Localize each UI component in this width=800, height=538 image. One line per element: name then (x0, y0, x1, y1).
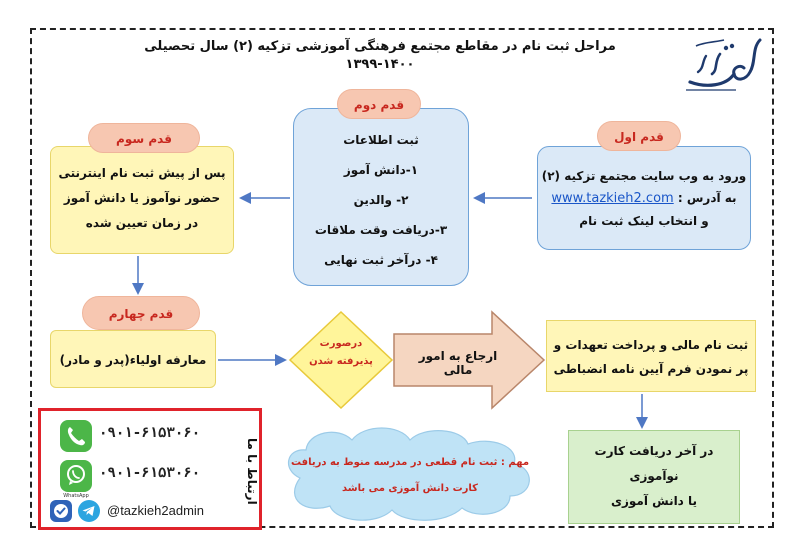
finance-box (546, 320, 756, 392)
step3-label: قدم سوم (88, 123, 200, 153)
telegram-handle[interactable]: @tazkieh2admin (107, 503, 205, 518)
decision-line1: درصورت (319, 338, 363, 349)
referral-text: ارجاع به امور مالی (418, 349, 498, 377)
important-note (278, 434, 542, 522)
step3-line: پس از پیش ثبت نام اینترنتی (58, 166, 226, 180)
step2-item: ۱-دانش آموز (343, 163, 419, 177)
step1-line2 (538, 187, 750, 210)
step1-address-label: به آدرس : (677, 191, 737, 205)
decision-text (306, 335, 376, 371)
card-line: نوآموزی (629, 469, 679, 483)
step1-label: قدم اول (597, 121, 681, 151)
card-line: یا دانش آموزی (610, 494, 698, 508)
finance-line1: ثبت نام مالی و پرداخت تعهدات و (553, 338, 749, 352)
phone-icon[interactable] (59, 419, 93, 453)
note-line2: کارت دانش آموزی می باشد (342, 483, 478, 494)
check-shield-icon[interactable] (49, 499, 73, 523)
note-line1: مهم : ثبت نام قطعی در مدرسه منوط به دریافت (290, 457, 530, 468)
website-link[interactable]: www.tazkieh2.com (551, 191, 674, 206)
finance-line2: پر نمودن فرم آیین نامه انضباطی (553, 362, 749, 376)
step2-label: قدم دوم (337, 89, 421, 119)
page-title: مراحل ثبت نام در مقاطع مجتمع فرهنگی آموزشی تزکیه (۲) سال تحصیلی ۱۴۰۰-۱۳۹۹ (144, 39, 616, 72)
step1-line3: و انتخاب لینک ثبت نام (579, 214, 709, 228)
step4-box: معارفه اولیاء(پدر و مادر) (50, 330, 216, 388)
whatsapp-icon[interactable] (59, 459, 93, 493)
decision-line2: پذیرفته شدن (309, 356, 373, 367)
step2-item: ۳-دریافت وقت ملاقات (314, 223, 448, 237)
step4-label: قدم چهارم (82, 296, 200, 330)
step1-line1: ورود به وب سایت مجتمع تزکیه (۲) (541, 169, 747, 183)
contact-box (38, 408, 262, 530)
step2-item: ۲- والدین (353, 193, 409, 207)
contact-label: ارتباط با ما (245, 437, 259, 505)
phone-number[interactable]: ۰۹۰۱-۶۱۵۳۰۶۰ (99, 425, 201, 441)
student-card-box (568, 430, 740, 524)
card-line: در آخر دریافت کارت (594, 444, 714, 458)
step3-box (50, 146, 234, 254)
whatsapp-number[interactable]: ۰۹۰۱-۶۱۵۳۰۶۰ (99, 465, 201, 481)
step2-box (293, 108, 469, 286)
step2-item: ثبت اطلاعات (343, 133, 419, 147)
step3-line: حضور نوآموز یا دانش آموز (63, 191, 221, 205)
step1-box (537, 146, 751, 250)
telegram-icon[interactable] (77, 499, 101, 523)
step3-line: در زمان تعیین شده (85, 216, 199, 230)
whatsapp-caption: WhatsApp (63, 493, 89, 499)
step2-item: ۴- درآخر ثبت نهایی (324, 253, 438, 267)
